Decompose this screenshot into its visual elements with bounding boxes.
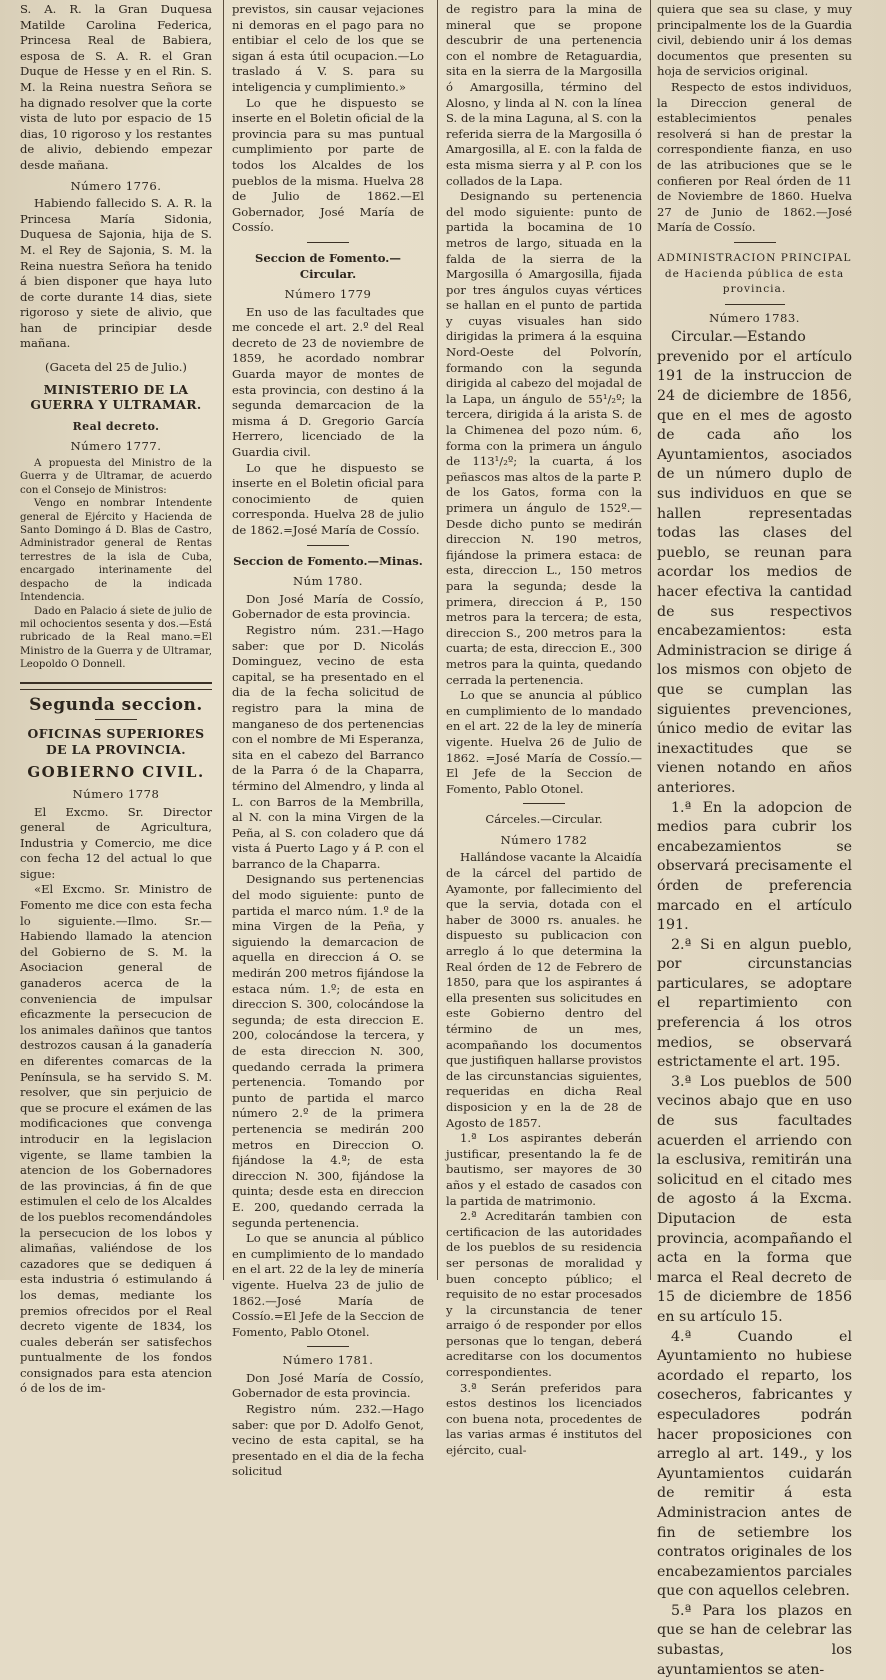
oficinas-heading: OFICINAS SUPERIORES DE LA PROVINCIA. (27, 726, 205, 757)
text-1778-continued: previstos, sin causar vejaciones ni demoras en el pago para no entibiar el celo de los que se sigan á esta útil ocupacion.—Lo traslado á V. S. para su inteligencia y cumplimiento.» (232, 2, 424, 94)
text-1782-continued: quiera que sea su clase, y muy principalmente los de la Guardia civil, debiendo unir á los demas documentos que presenten su hoja de servicios original. (657, 2, 852, 79)
decree-1777-signature: Dado en Palacio á siete de julio de mil ochocientos sesenta y dos.—Está rubricado de la Real mano.=El Ministro de la Guerra y de Ultramar, Leopoldo O Donnell. (20, 605, 212, 671)
number-1782: Número 1782 (500, 832, 588, 847)
text-1778-intro: El Excmo. Sr. Director general de Agricultura, Industria y Comercio, me dice con fecha 12 del actual lo que sigue: (20, 804, 212, 881)
short-rule (307, 545, 349, 546)
number-1777: Número 1777. (70, 439, 162, 454)
text-1778-body: «El Excmo. Sr. Ministro de Fomento me dice con esta fecha lo siguiente.—Ilmo. Sr.—Habiendo llamado la atencion del Gobierno de S. M. la Asociacion general de ganaderos acerca de la conveniencia de impulsar eficazmente la persecucion de los animales dañinos que tantos destrozos causan á la ganadería en diferentes comarcas de la Península, se ha servido S. M. resolver, que sin perjuicio de que se procure el exámen de las modificaciones que convenga introducir en la legislacion vigente, se llame tambien la atencion de los Gobernadores de las provincias, á fin de que estimulen el celo de los Alcaldes de los pueblos recomendándoles la persecucion de los lobos y alimañas, valiéndose de los cazadores que se dediquen á esta industria ó estimulando á los demas, mediante los premios ofrecidos por el Real decreto vigente de 1834, los cuales deberán ser satisfechos puntualmente de los fondos consignados para esta atencion ó de los de im- (20, 882, 212, 1396)
text-1781-governor: Don José María de Cossío, Gobernador de esta provincia. (232, 1370, 424, 1401)
text-1778-publication: Lo que he dispuesto se inserte en el Boletin oficial de la provincia para su mas puntual cumplimiento por parte de todos los Alcaldes de los pueblos de la misma. Huelva 28 de Julio de 1862.—El Gobernador, José María de Cossío. (232, 95, 424, 235)
circular-item-4: 4.ª Cuando el Ayuntamiento no hubiese acordado el reparto, los cosecheros, fabricantes y especuladores podrán hacer proposiciones con arreglo al art. 149., y los Ayuntamientos cuidarán de remitir á esta Administracion antes de fin de setiembre los contratos originales de los encabezamientos parciales que con aquellos celebren. (657, 1328, 852, 1600)
text-1779-publication: Lo que he dispuesto se inserte en el Boletin oficial para conocimiento de quien corresponda. Huelva 28 de julio de 1862.=José María de Cossío. (232, 460, 424, 537)
text-1781-boundaries: Designando su pertenencia del modo siguiente: punto de partida la bocamina de 10 metros de largo, situada en la falda de la sierra de la Margosilla ó Amargosilla, fijada por tres ángulos cuyas vértices se hallan en el punto de partida y cuyas visuales han sido dirigidas la primera á la esquina Nord-Oeste del Polvorín, formando con la segunda dirigida al cabezo del mojadal de la Lapa, un ángulo de 55¹/₂º; la tercera, dirigida á la arista S. de la Chimenea del pozo núm. 6, forma con la primera un ángulo de 113¹/₂º; la cuarta, á los peñascos mas altos de la parte P. de los Gatos, forma con la primera un ángulo de 152º.—Desde dicho punto se medirán direccion N. 190 metros, fijándose la primera estaca: de esta, direccion L., 150 metros para la segunda; desde la primera, direccion á P., 150 metros para la tercera; de esta, direccion S., 200 metros para la cuarta; de esta, direccion E., 300 metros para la quinta, quedando cerrada la pertenencia. (446, 189, 642, 687)
text-1782-respecto: Respecto de estos individuos, la Direccion general de establecimientos penales resolverá si han de prestar la correspondiente fianza, en uso de las atribuciones que se le confieren por Real órden de 11 de Noviembre de 1860. Huelva 27 de Junio de 1862.—José María de Cossío. (657, 79, 852, 235)
text-1780-boundaries: Designando sus pertenencias del modo siguiente: punto de partida el marco núm. 1.º de la mina Virgen de la Peña, y siguiendo la demarcacion de aquella en direccion á O. se medirán 200 metros fijándose la estaca núm. 1.º; de esta en direccion S. 300, colocándose la segunda; de esta direccion E. 200, colocándose la tercera, y de esta direccion N. 300, quedando cerrada la primera pertenencia. Tomando por punto de partida el marco número 2.º de la primera pertenencia se medirán 200 metros en Direccion O. fijándose la 4.ª; de esta direccion N. 300, fijándose la quinta; desde esta en direccion E. 200, quedando cerrada la segunda pertenencia. (232, 872, 424, 1230)
decree-1777-intro: A propuesta del Ministro de la Guerra y de Ultramar, de acuerdo con el Consejo de Ministros: (20, 458, 212, 496)
gazette-reference: (Gaceta del 25 de Julio.) (45, 360, 187, 375)
fomento-circular-heading: Seccion de Fomento.—Circular. (255, 250, 401, 281)
fomento-minas-heading: Seccion de Fomento.—Minas. (233, 553, 423, 568)
administracion-heading: ADMINISTRACION PRINCIPAL de Hacienda pública de esta provincia. (657, 251, 852, 296)
number-1778: Número 1778 (72, 786, 160, 801)
circular-item-2: 2.ª Si en algun pueblo, por circunstancias particulares, se adoptare el repartimiento con preferencia á los otros medios, se observará estrictamente el art. 195. (657, 936, 852, 1071)
column-rule (223, 0, 224, 1280)
mourning-notice-text: S. A. R. la Gran Duquesa Matilde Carolina Federica, Princesa Real de Babiera, esposa de S. A. R. el Gran Duque de Hesse y en el Rin. S. M. la Reina nuestra Señora se ha dignado resolver que la corte vista de luto por espacio de 15 dias, 10 rigoroso y los restantes de alivio, debiendo empezar desde mañana. (20, 2, 212, 172)
decree-1777-body: Vengo en nombrar Intendente general de Ejército y Hacienda de Santo Domingo á D. Blas de Castro, Administrador general de Rentas terrestres de la isla de Cuba, encargado interinamente del despacho de la indicada Intendencia. (20, 498, 212, 604)
short-rule (734, 242, 776, 243)
number-1776: Número 1776. (70, 178, 162, 193)
text-1780-governor: Don José María de Cossío, Gobernador de esta provincia. (232, 591, 424, 622)
short-rule (307, 1346, 349, 1347)
column-3 (446, 0, 642, 1458)
short-rule (725, 304, 785, 305)
carceles-heading: Cárceles.—Circular. (485, 812, 603, 827)
column-4 (657, 0, 852, 1678)
text-1782-item-1: 1.ª Los aspirantes deberán justificar, presentando la fe de bautismo, ser mayores de 30 años y el estado de casados con la partida de matrimonio. (446, 1131, 642, 1208)
column-2 (232, 0, 424, 1479)
number-1779: Número 1779 (284, 287, 372, 302)
text-1780-registry: Registro núm. 231.—Hago saber: que por D. Nicolás Dominguez, vecino de esta capital, se ha presentado en el dia de la fecha solicitud de registro para la mina de manganeso de dos pertenencias con el nombre de Mi Esperanza, sita en el cabezo del Barranco de la Parra ó de la Chaparra, término del Almendro, y linda al L. con Barros de la Membrilla, al N. con la mina Virgen de la Peña, al S. con coladero que dá vista á Puerto Lago y á P. con el barranco de la Chaparra. (232, 622, 424, 871)
segunda-seccion-heading: Segunda seccion. (29, 694, 203, 715)
text-1782-item-2: 2.ª Acreditarán tambien con certificacion de las autoridades de los pueblos de su residencia ser personas de moralidad y buen concepto público; el requisito de no estar procesados y la circunstancia de tener arraigo ó de responder por ellos personas que lo tengan, deberá acreditarse con los documentos correspondientes. (446, 1209, 642, 1380)
text-1780-publication: Lo que se anuncia al público en cumplimiento de lo mandado en el art. 22 de la ley de minería vigente. Huelva 23 de julio de 1862.—José María de Cossío.=El Jefe de la Seccion de Fomento, Pablo Otonel. (232, 1231, 424, 1339)
short-rule (95, 719, 137, 720)
ministry-heading: MINISTERIO DE LA GUERRA Y ULTRAMAR. (30, 381, 202, 413)
text-1782-item-3: 3.ª Serán preferidos para estos destinos los licenciados con buena nota, procedentes de las varias armas é institutos del ejército, cual- (446, 1380, 642, 1458)
text-1779-body: En uso de las facultades que me concede el art. 2.º del Real decreto de 23 de noviembre de 1859, he acordado nombrar Guarda mayor de montes de esta provincia, con destino á la segunda demarcacion de la misma á D. Gregorio García Herrero, licenciado de la Guardia civil. (232, 304, 424, 460)
column-rule (650, 0, 651, 1280)
number-1783: Número 1783. (709, 310, 800, 325)
text-1781-registry: Registro núm. 232.—Hago saber: que por D. Adolfo Genot, vecino de esta capital, se ha presentado en el dia de la fecha solicitud (232, 1402, 424, 1479)
text-1781-continued: de registro para la mina de mineral que se propone descubrir de una pertenencia con el nombre de Retaguardia, sita en la sierra de la Margosilla ó Amargosilla, término del Alosno, y linda al N. con la línea S. de la mina Laguna, al S. con la referida sierra de la Margosilla ó Amargosilla, al E. con la falda de esta misma sierra y al P. con los collados de la Lapa. (446, 2, 642, 188)
short-rule (523, 803, 565, 804)
circular-1783-text: Circular.—Estando prevenido por el artículo 191 de la instruccion de 24 de diciembre de 1856, que en el mes de agosto de cada año los Ayuntamientos, asociados de un número duplo de sus individuos en que se hallen representadas todas las clases del pueblo, se reunan para acordar los medios de hacer efectiva la cantidad de sus respectivos encabezamientos: esta Administracion se dirige á los mismos con objeto de que se cumplan las siguientes prevenciones, único medio de evitar las inexactitudes que se vienen notando en años anteriores. (657, 329, 852, 796)
column-rule (437, 0, 438, 1280)
number-1781: Número 1781. (282, 1353, 374, 1368)
circular-item-1: 1.ª En la adopcion de medios para cubrir los encabezamientos se observará precisamente el órden de preferencia marcado en el artículo 191. (657, 799, 852, 934)
text-1781-publication: Lo que se anuncia al público en cumplimiento de lo mandado en el art. 22 de la ley de minería vigente. Huelva 26 de Julio de 1862. =José María de Cossío.—El Jefe de la Seccion de Fomento, Pablo Otonel. (446, 688, 642, 796)
circular-item-5: 5.ª Para los plazos en que se han de celebrar las subastas, los ayuntamientos se aten- (657, 1602, 852, 1678)
number-1780: Núm 1780. (293, 574, 363, 589)
mourning-1776-text: Habiendo fallecido S. A. R. la Princesa María Sidonia, Duquesa de Sajonia, hija de S. M. el Rey de Sajonia, S. M. la Reina nuestra Señora ha tenido á bien disponer que haya luto de corte durante 14 dias, siete rigoroso y siete de alivio, que han de principiar desde mañana. (20, 196, 212, 351)
gobierno-civil-heading: GOBIERNO CIVIL. (27, 763, 205, 782)
column-1 (20, 0, 212, 1396)
text-1782-intro: Hallándose vacante la Alcaidía de la cárcel del partido de Ayamonte, por fallecimiento del que la servia, dotada con el haber de 3000 rs. anuales. he dispuesto su publicacion con arreglo á lo que determina la Real órden de 12 de Febrero de 1850, para que los aspirantes á ella presenten sus solicitudes en este Gobierno dentro del término de un mes, acompañando los documentos que justifiquen hallarse provistos de las circunstancias siguientes, requeridas en dicha Real disposicion y en la de 28 de Agosto de 1857. (446, 850, 642, 1130)
real-decreto-heading: Real decreto. (72, 419, 160, 433)
section-separator (20, 682, 212, 690)
circular-item-3: 3.ª Los pueblos de 500 vecinos abajo que en uso de sus facultades acuerden el arriendo con la esclusiva, remitirán una solicitud en el citado mes de agosto á la Excma. Diputacion de esta provincia, acompañando el acta en la forma que marca el Real decreto de 15 de diciembre de 1856 en su artículo 15. (657, 1073, 852, 1325)
short-rule (307, 242, 349, 243)
